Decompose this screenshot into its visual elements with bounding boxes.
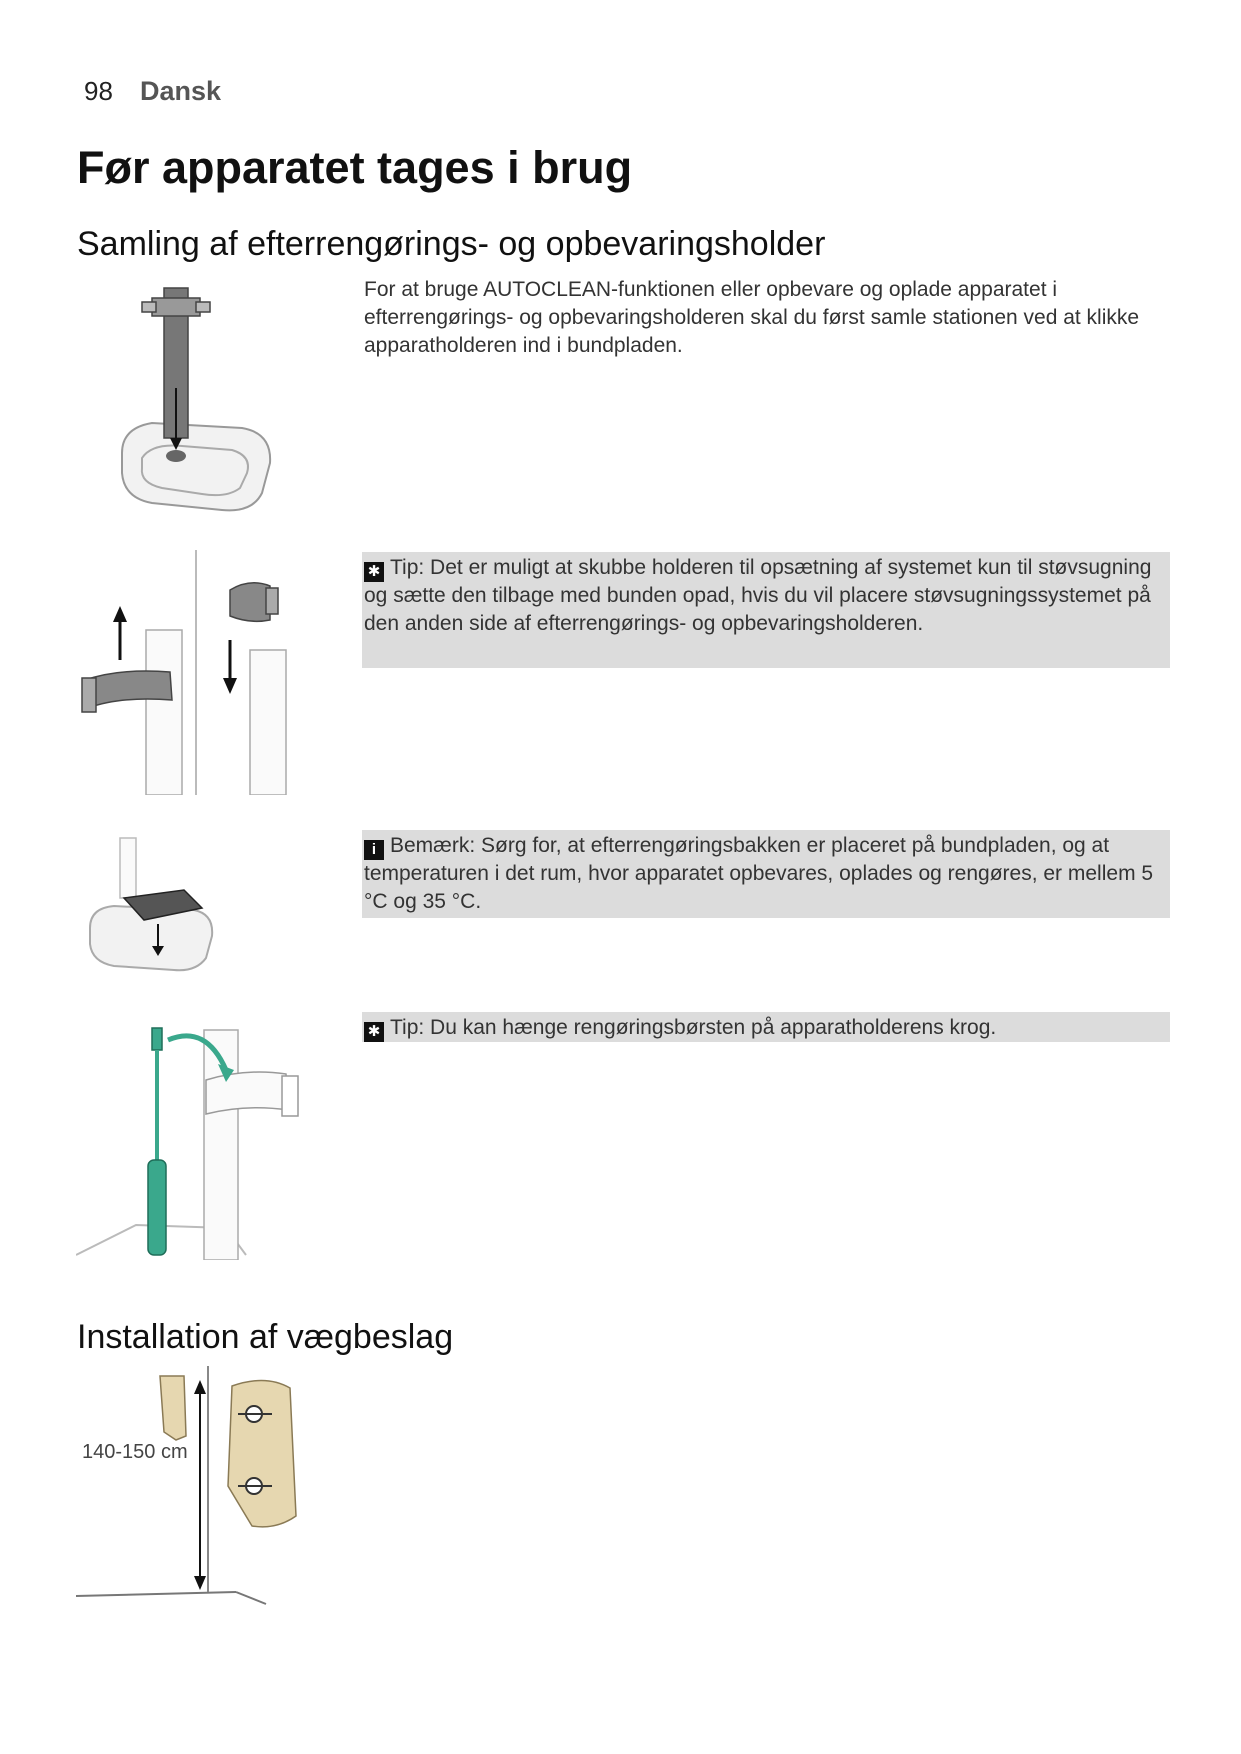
info-icon: i — [364, 840, 384, 860]
lightbulb-icon: ✱ — [364, 1022, 384, 1042]
language-label: Dansk — [140, 76, 222, 106]
section-heading-assembly: Samling af efterrengørings- og opbevaringsholder — [77, 225, 826, 263]
note-text-temperature: Bemærk: Sørg for, at efterrengøringsbakken er placeret på bundpladen, og at temperaturen i det rum, hvor apparatet opbevares, oplades og rengøres, er mellem 5 °C og 35 °C. — [364, 834, 1154, 913]
flip-holder-illustration — [80, 550, 320, 795]
tip-box-flip-holder — [362, 552, 1170, 668]
brush-hook-illustration — [76, 1010, 316, 1260]
page-number: 98 — [84, 76, 113, 106]
section-heading-wall-mount: Installation af vægbeslag — [77, 1318, 454, 1356]
cleaning-tray-illustration — [84, 828, 224, 978]
wall-height-measure: 140-150 cm — [82, 1441, 188, 1463]
intro-paragraph: For at bruge AUTOCLEAN-funktionen eller opbevare og oplade apparatet i efterrengørings- og opbevaringsholderen skal du først samle stationen ved at klikke apparatholderen ind i bundpladen. — [364, 278, 1140, 357]
holder-base-illustration — [112, 278, 282, 528]
tip-text-flip-holder: Tip: Det er muligt at skubbe holderen til opsætning af systemet kun til støvsugning og sætte den tilbage med bunden opad, hvis du vil placere støvsugningssystemet på den anden side af efterrengørings- og opbevaringsholderen. — [364, 556, 1152, 635]
tip-box-brush-hook — [362, 1012, 1170, 1042]
page-title: Før apparatet tages i brug — [77, 142, 633, 193]
lightbulb-icon: ✱ — [364, 562, 384, 582]
note-box-temperature — [362, 830, 1170, 918]
wall-mount-illustration — [76, 1366, 316, 1606]
tip-text-brush-hook: Tip: Du kan hænge rengøringsbørsten på apparatholderens krog. — [390, 1016, 997, 1039]
